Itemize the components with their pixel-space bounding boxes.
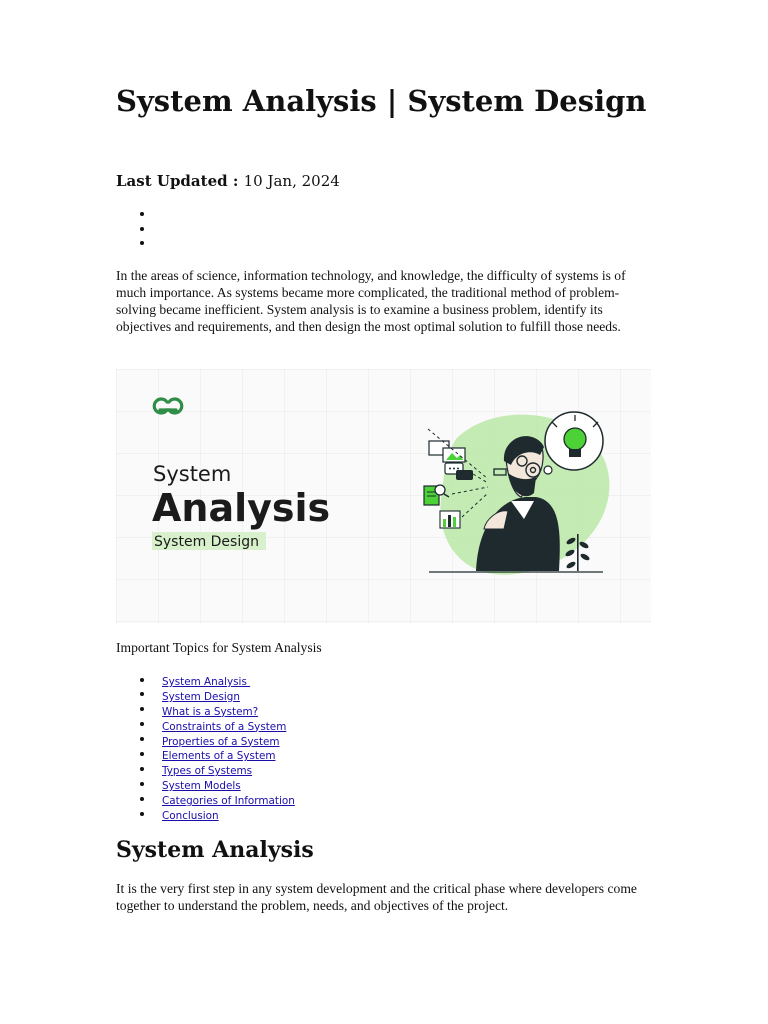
- toc-link-elements[interactable]: Elements of a System: [162, 750, 276, 763]
- last-updated: [116, 171, 340, 191]
- toc-link-system-analysis[interactable]: System Analysis: [162, 676, 251, 688]
- hero-line-analysis: Analysis: [152, 486, 331, 530]
- toc-item: [116, 717, 295, 732]
- toc-item: [116, 687, 295, 702]
- toc-link-conclusion[interactable]: Conclusion: [162, 810, 219, 823]
- last-updated-separator: :: [227, 172, 244, 190]
- toc-item: [116, 746, 295, 761]
- toc-item: [116, 702, 295, 717]
- bar-chart-icon: [440, 511, 460, 528]
- toc-item: [116, 761, 295, 776]
- hero-line-system-design: System Design: [154, 534, 259, 550]
- intro-paragraph: In the areas of science, information technology, and knowledge, the difficulty of systems is of much importance. As systems became more complicated, the traditional method of problem-solving became inefficient. System analysis is to examine a business problem, identify its objectives and requirements, and then design the most optimal solution to fulfill those needs.: [116, 268, 626, 334]
- toc-item: [116, 732, 295, 747]
- toc-link-categories-of-information[interactable]: Categories of Information: [162, 795, 295, 808]
- toc-link-system-models[interactable]: System Models: [162, 780, 241, 793]
- topics-list: [116, 672, 295, 821]
- hero-banner-image: [116, 369, 651, 623]
- toc-link-system-design[interactable]: System Design: [162, 690, 240, 703]
- toc-link-types-of-systems[interactable]: Types of Systems: [162, 765, 253, 778]
- toc-link-properties[interactable]: Properties of a System: [162, 735, 280, 748]
- topics-label: Important Topics for System Analysis: [116, 640, 322, 655]
- section-paragraph: It is the very first step in any system development and the critical phase where developers come together to understand the problem, needs, and objectives of the project.: [116, 881, 637, 913]
- toc-item: [116, 791, 295, 806]
- last-updated-date: 10 Jan, 2024: [243, 172, 340, 190]
- geeksforgeeks-logo-icon: [154, 399, 181, 413]
- toc-link-constraints[interactable]: Constraints of a System: [162, 720, 287, 733]
- page-title: System Analysis | System Design: [116, 84, 647, 118]
- hero-illustration: [116, 369, 651, 623]
- toc-link-what-is-a-system[interactable]: What is a System?: [162, 705, 259, 718]
- hero-line-system: System: [153, 462, 232, 486]
- section-heading-system-analysis: System Analysis: [116, 837, 314, 863]
- last-updated-label: Last Updated: [116, 172, 228, 190]
- toc-item: [116, 672, 295, 687]
- toc-item: [116, 806, 295, 821]
- toc-item: [116, 776, 295, 791]
